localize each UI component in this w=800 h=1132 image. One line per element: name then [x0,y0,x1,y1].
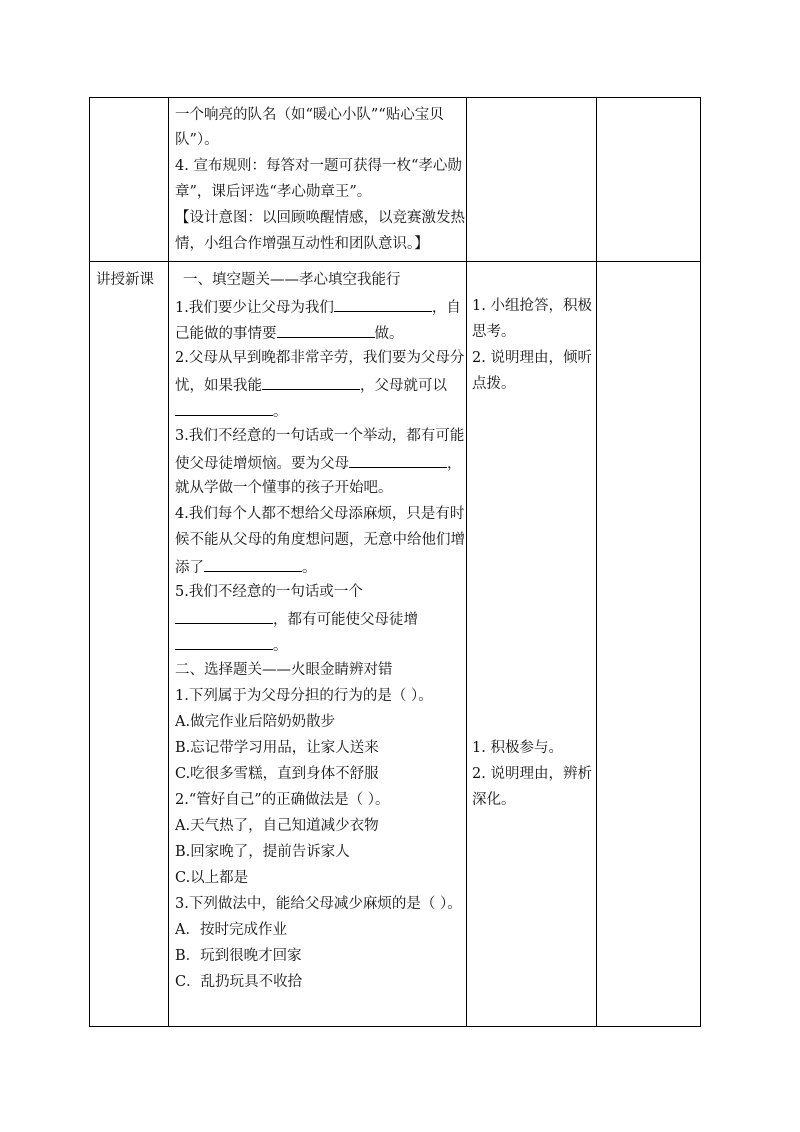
fill-question-4-cont: 添了 。 [175,557,317,577]
fill-question-5-cont: 。 [175,635,288,655]
content-line: 章”，课后评选“孝心勋章王”。 [175,184,372,200]
stage-cell [90,98,169,262]
activity-line: 思考。 [472,324,516,340]
answer-blank [334,297,432,312]
choice-option: C.吃很多雪糕，直到身体不舒服 [175,766,379,782]
activity-line: 点拨。 [472,376,516,392]
fill-question-1: 1.我们要少让父母为我们 ，自 [175,297,461,317]
answer-blank [175,635,273,650]
design-intent-line: 【设计意图：以回顾唤醒情感，以竞赛激发热 [175,210,465,226]
answer-blank [349,453,447,468]
activity-line: 2. 说明理由，倾听 [472,350,592,366]
choice-option: C．乱扔玩具不收拾 [175,974,303,990]
choice-option: A．按时完成作业 [175,922,287,938]
choice-question: 1.下列属于为父母分担的行为的是（ ）。 [175,688,433,704]
stage-cell [90,262,169,1027]
fill-question-2-cont: 忧，如果我能 ，父母就可以 [175,375,447,395]
choice-question: 2.“管好自己”的正确做法是（ ）。 [175,792,390,808]
section-title: 二、选择题关——火眼金睛辨对错 [175,662,393,678]
activity-line: 1. 小组抢答，积极 [472,298,592,314]
fill-question-4-cont: 候不能从父母的角度想问题，无意中给他们增 [175,532,465,548]
choice-option: A.做完作业后陪奶奶散步 [175,714,336,730]
content-cell [169,98,467,262]
content-line: 队”）。 [175,132,219,148]
fill-question-2: 2.父母从早到晚都非常辛劳，我们要为父母分 [175,350,465,366]
choice-option: A.天气热了，自己知道减少衣物 [175,818,379,834]
table-row [90,262,701,1027]
fill-question-3: 3.我们不经意的一句话或一个举动，都有可能 [175,428,465,444]
content-line: 4. 宣布规则：每答对一题可获得一枚“孝心勋 [175,158,462,174]
fill-question-3-cont: 就从学做一个懂事的孩子开始吧。 [175,480,393,496]
section-title: 一、填空题关——孝心填空我能行 [183,272,401,288]
answer-blank [277,323,375,338]
student-activity-cell [467,98,597,262]
fill-question-1-cont: 己能做的事情要 做。 [175,323,404,343]
activity-line: 深化。 [472,792,516,808]
choice-option: B．玩到很晚才回家 [175,948,302,964]
choice-question: 3.下列做法中，能给父母减少麻烦的是（ ）。 [175,896,462,912]
design-intent-line: 情，小组合作增强互动性和团队意识。】 [175,236,429,252]
choice-option: B.忘记带学习用品，让家人送来 [175,740,379,756]
answer-blank [175,609,273,624]
notes-cell [597,98,701,262]
fill-question-3-cont: 使父母徒增烦恼。要为父母 ， [175,453,462,473]
answer-blank [204,557,302,572]
answer-blank [262,375,360,390]
content-line: 一个响亮的队名（如“暖心小队”“贴心宝贝 [175,107,444,123]
activity-line: 1. 积极参与。 [472,740,563,756]
fill-question-5: 5.我们不经意的一句话或一个 [175,584,363,600]
stage-label: 讲授新课 [96,272,154,288]
choice-option: B.回家晚了，提前告诉家人 [175,844,350,860]
content-cell [169,262,467,1027]
choice-option: C.以上都是 [175,870,249,886]
student-activity-cell [467,262,597,1027]
fill-question-2-cont: 。 [175,401,288,421]
table-row [90,98,701,262]
notes-cell [597,262,701,1027]
answer-blank [175,401,273,416]
fill-question-5-cont: ，都有可能使父母徒增 [175,609,418,629]
fill-question-4: 4.我们每个人都不想给父母添麻烦，只是有时 [175,506,465,522]
lesson-plan-table [89,97,701,1027]
activity-line: 2. 说明理由，辨析 [472,766,592,782]
